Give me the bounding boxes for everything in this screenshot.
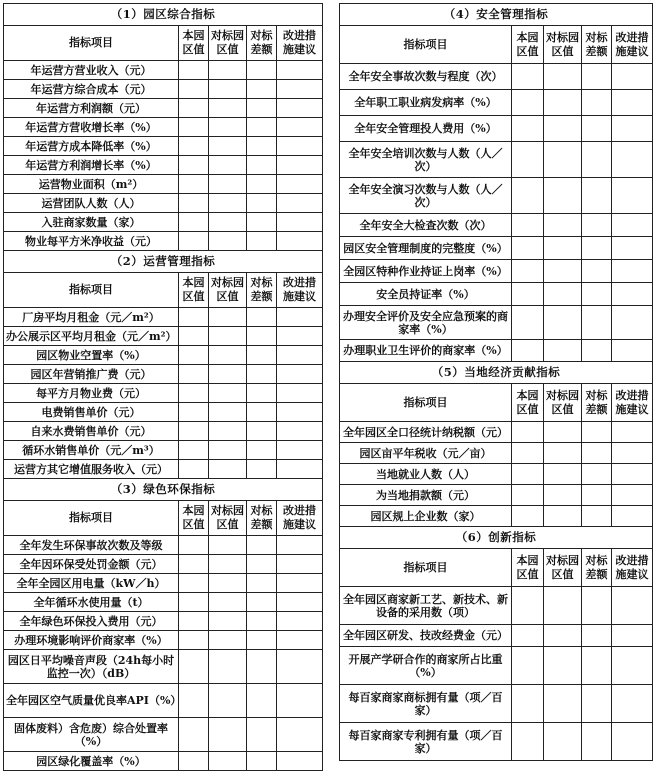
gap-cell[interactable] <box>582 647 612 685</box>
improve-cell[interactable] <box>277 441 323 460</box>
row-label: 入驻商家数量（家） <box>4 213 179 232</box>
row-label: 全园区特种作业持证上岗率（%） <box>340 260 512 283</box>
park-value-header: 本园 区值 <box>512 26 544 64</box>
row-label: 厂房平均月租金（元／m²） <box>4 308 179 327</box>
improve-header: 改进措 施建议 <box>277 26 323 61</box>
improve-cell[interactable] <box>612 283 653 306</box>
improve-header: 改进措 施建议 <box>612 384 653 422</box>
improve-cell[interactable] <box>277 536 323 555</box>
park-value-cell[interactable] <box>179 555 209 574</box>
park-value-cell[interactable] <box>179 650 209 684</box>
benchmark-cell[interactable] <box>209 346 247 365</box>
improve-cell[interactable] <box>277 612 323 631</box>
park-value-cell[interactable] <box>179 213 209 232</box>
row-label: 全年园区研发、技改经费金（元） <box>340 625 512 647</box>
park-value-cell[interactable] <box>179 612 209 631</box>
gap-header: 对标 差额 <box>247 273 277 308</box>
row-label: 每百家商家商标拥有量（项／百家） <box>340 685 512 723</box>
improve-cell[interactable] <box>277 684 323 718</box>
improve-cell[interactable] <box>612 178 653 214</box>
gap-cell[interactable] <box>582 90 612 116</box>
gap-cell[interactable] <box>247 403 277 422</box>
gap-header: 对标 差额 <box>582 384 612 422</box>
park-value-cell[interactable] <box>179 403 209 422</box>
benchmark-cell[interactable] <box>209 61 247 80</box>
benchmark-cell[interactable] <box>544 340 582 362</box>
improve-cell[interactable] <box>612 723 653 761</box>
benchmark-cell[interactable] <box>544 178 582 214</box>
benchmark-cell[interactable] <box>209 308 247 327</box>
section-5-title: （5）当地经济贡献指标 <box>340 362 653 384</box>
park-value-cell[interactable] <box>512 260 544 283</box>
row-label: 年运营方利润增长率（%） <box>4 156 179 175</box>
park-value-cell[interactable] <box>512 64 544 90</box>
park-value-header: 本园 区值 <box>179 273 209 308</box>
gap-cell[interactable] <box>247 175 277 194</box>
improve-cell[interactable] <box>612 506 653 527</box>
improve-cell[interactable] <box>277 80 323 99</box>
gap-cell[interactable] <box>582 283 612 306</box>
improve-cell[interactable] <box>277 118 323 137</box>
benchmark-cell[interactable] <box>209 555 247 574</box>
gap-header: 对标 差额 <box>582 26 612 64</box>
row-label: 办公展示区平均月租金（元／m²） <box>4 327 179 346</box>
benchmark-header: 对标园 区值 <box>544 26 582 64</box>
row-label: 自来水费销售单价（元） <box>4 422 179 441</box>
park-value-cell[interactable] <box>512 116 544 142</box>
gap-cell[interactable] <box>247 718 277 752</box>
indicator-header: 指标项目 <box>340 549 512 587</box>
row-label: 全年循环水使用量（t） <box>4 593 179 612</box>
benchmark-cell[interactable] <box>209 80 247 99</box>
section-3-title: （3）绿色环保指标 <box>4 479 323 501</box>
benchmark-cell[interactable] <box>544 64 582 90</box>
park-value-cell[interactable] <box>512 214 544 237</box>
gap-cell[interactable] <box>247 365 277 384</box>
park-value-cell[interactable] <box>512 422 544 443</box>
benchmark-cell[interactable] <box>544 306 582 340</box>
row-label: 年运营方营业收入（元） <box>4 61 179 80</box>
improve-header: 改进措 施建议 <box>612 549 653 587</box>
gap-cell[interactable] <box>247 460 277 479</box>
row-label: 年运营方综合成本（元） <box>4 80 179 99</box>
gap-cell[interactable] <box>247 752 277 771</box>
improve-cell[interactable] <box>612 116 653 142</box>
benchmark-cell[interactable] <box>209 213 247 232</box>
row-label: 全年安全事故次数与程度（次） <box>340 64 512 90</box>
benchmark-header: 对标园 区值 <box>209 26 247 61</box>
benchmark-cell[interactable] <box>209 403 247 422</box>
gap-cell[interactable] <box>247 156 277 175</box>
benchmark-cell[interactable] <box>544 685 582 723</box>
improve-cell[interactable] <box>277 61 323 80</box>
improve-cell[interactable] <box>612 340 653 362</box>
row-label: 园区年营销推广费（元） <box>4 365 179 384</box>
park-value-cell[interactable] <box>179 752 209 771</box>
benchmark-cell[interactable] <box>544 723 582 761</box>
gap-cell[interactable] <box>247 612 277 631</box>
benchmark-cell[interactable] <box>209 175 247 194</box>
improve-cell[interactable] <box>277 718 323 752</box>
park-value-cell[interactable] <box>179 422 209 441</box>
park-value-cell[interactable] <box>512 443 544 464</box>
park-value-cell[interactable] <box>512 464 544 485</box>
row-label: 全年园区全口径统计纳税额（元） <box>340 422 512 443</box>
row-label: 全年因环保受处罚金额（元） <box>4 555 179 574</box>
benchmark-cell[interactable] <box>544 625 582 647</box>
park-value-cell[interactable] <box>179 384 209 403</box>
row-label: 开展产学研合作的商家所占比重（%） <box>340 647 512 685</box>
park-value-cell[interactable] <box>179 365 209 384</box>
improve-cell[interactable] <box>612 464 653 485</box>
park-value-cell[interactable] <box>512 485 544 506</box>
park-value-cell[interactable] <box>512 237 544 260</box>
improve-cell[interactable] <box>277 752 323 771</box>
park-value-cell[interactable] <box>179 156 209 175</box>
row-label: 办理安全评价及安全应急预案的商家率（%） <box>340 306 512 340</box>
improve-cell[interactable] <box>612 90 653 116</box>
indicator-header: 指标项目 <box>4 501 179 536</box>
park-value-cell[interactable] <box>179 346 209 365</box>
improve-cell[interactable] <box>277 308 323 327</box>
row-label: 全年职工职业病发病率（%） <box>340 90 512 116</box>
benchmark-cell[interactable] <box>544 443 582 464</box>
improve-cell[interactable] <box>612 587 653 625</box>
gap-cell[interactable] <box>582 64 612 90</box>
improve-cell[interactable] <box>277 403 323 422</box>
improve-cell[interactable] <box>277 555 323 574</box>
park-value-cell[interactable] <box>179 308 209 327</box>
gap-cell[interactable] <box>247 346 277 365</box>
gap-cell[interactable] <box>247 536 277 555</box>
improve-cell[interactable] <box>612 260 653 283</box>
benchmark-cell[interactable] <box>209 156 247 175</box>
park-value-cell[interactable] <box>512 587 544 625</box>
section-4-title: （4）安全管理指标 <box>340 4 653 26</box>
gap-cell[interactable] <box>582 260 612 283</box>
row-label: 运营团队人数（人） <box>4 194 179 213</box>
benchmark-cell[interactable] <box>209 574 247 593</box>
benchmark-header: 对标园 区值 <box>209 273 247 308</box>
gap-cell[interactable] <box>247 61 277 80</box>
row-label: 园区物业空置率（%） <box>4 346 179 365</box>
improve-cell[interactable] <box>612 647 653 685</box>
improve-cell[interactable] <box>612 306 653 340</box>
row-label: 全年绿色环保投入费用（元） <box>4 612 179 631</box>
gap-cell[interactable] <box>582 422 612 443</box>
row-label: 全年安全演习次数与人数（人／次） <box>340 178 512 214</box>
benchmark-cell[interactable] <box>544 90 582 116</box>
improve-cell[interactable] <box>277 232 323 251</box>
gap-cell[interactable] <box>582 723 612 761</box>
improve-cell[interactable] <box>612 142 653 178</box>
gap-cell[interactable] <box>247 650 277 684</box>
indicator-tables-page <box>3 3 653 773</box>
park-value-cell[interactable] <box>179 536 209 555</box>
park-value-cell[interactable] <box>512 506 544 527</box>
benchmark-cell[interactable] <box>209 460 247 479</box>
improve-header: 改进措 施建议 <box>612 26 653 64</box>
row-label: 每百家商家专利拥有量（项／百家） <box>340 723 512 761</box>
row-label: 全年全园区用电量（kW／h） <box>4 574 179 593</box>
indicator-header: 指标项目 <box>4 26 179 61</box>
park-value-cell[interactable] <box>512 90 544 116</box>
indicator-header: 指标项目 <box>340 26 512 64</box>
gap-cell[interactable] <box>582 587 612 625</box>
park-value-cell[interactable] <box>179 441 209 460</box>
row-label: 全年安全管理投人费用（%） <box>340 116 512 142</box>
row-label: 园区亩平年税收（元／亩） <box>340 443 512 464</box>
benchmark-cell[interactable] <box>544 283 582 306</box>
gap-cell[interactable] <box>247 194 277 213</box>
gap-cell[interactable] <box>582 443 612 464</box>
gap-cell[interactable] <box>247 308 277 327</box>
improve-cell[interactable] <box>612 214 653 237</box>
park-value-cell[interactable] <box>179 194 209 213</box>
row-label: 物业每平方米净收益（元） <box>4 232 179 251</box>
left-column <box>3 3 323 771</box>
benchmark-cell[interactable] <box>544 506 582 527</box>
section-6-title: （6）创新指标 <box>340 527 653 549</box>
improve-cell[interactable] <box>612 485 653 506</box>
benchmark-cell[interactable] <box>209 232 247 251</box>
row-label: 园区绿化覆盖率（%） <box>4 752 179 771</box>
gap-cell[interactable] <box>247 118 277 137</box>
gap-cell[interactable] <box>247 422 277 441</box>
improve-cell[interactable] <box>612 422 653 443</box>
gap-cell[interactable] <box>247 384 277 403</box>
park-value-cell[interactable] <box>512 625 544 647</box>
gap-cell[interactable] <box>582 506 612 527</box>
improve-cell[interactable] <box>277 327 323 346</box>
row-label: 全年安全大检查次数（次） <box>340 214 512 237</box>
row-label: 当地就业人数（人） <box>340 464 512 485</box>
park-value-cell[interactable] <box>179 631 209 650</box>
row-label: 全年园区空气质量优良率API（%） <box>4 684 179 718</box>
improve-cell[interactable] <box>277 384 323 403</box>
park-value-cell[interactable] <box>512 723 544 761</box>
improve-cell[interactable] <box>277 213 323 232</box>
row-label: 全年安全培训次数与人数（人／次） <box>340 142 512 178</box>
park-value-cell[interactable] <box>179 327 209 346</box>
gap-cell[interactable] <box>582 237 612 260</box>
row-label: 园区规上企业数（家） <box>340 506 512 527</box>
benchmark-cell[interactable] <box>544 587 582 625</box>
improve-cell[interactable] <box>277 346 323 365</box>
gap-cell[interactable] <box>247 232 277 251</box>
gap-cell[interactable] <box>247 684 277 718</box>
benchmark-header: 对标园 区值 <box>544 384 582 422</box>
section-2-title: （2）运营管理指标 <box>4 251 323 273</box>
improve-cell[interactable] <box>277 156 323 175</box>
row-label: 全年园区商家新工艺、新技术、新设备的采用数（项） <box>340 587 512 625</box>
gap-cell[interactable] <box>582 306 612 340</box>
gap-cell[interactable] <box>247 441 277 460</box>
row-label: 办理环境影响评价商家率（%） <box>4 631 179 650</box>
gap-cell[interactable] <box>582 214 612 237</box>
park-value-cell[interactable] <box>179 61 209 80</box>
benchmark-cell[interactable] <box>544 647 582 685</box>
benchmark-cell[interactable] <box>209 137 247 156</box>
improve-cell[interactable] <box>612 625 653 647</box>
benchmark-cell[interactable] <box>209 593 247 612</box>
benchmark-header: 对标园 区值 <box>544 549 582 587</box>
gap-header: 对标 差额 <box>247 26 277 61</box>
row-label: 全年发生环保事故次数及等级 <box>4 536 179 555</box>
row-label: 运营物业面积（m²） <box>4 175 179 194</box>
gap-header: 对标 差额 <box>582 549 612 587</box>
park-value-cell[interactable] <box>179 232 209 251</box>
right-column <box>339 3 653 761</box>
benchmark-cell[interactable] <box>209 536 247 555</box>
benchmark-cell[interactable] <box>544 116 582 142</box>
benchmark-cell[interactable] <box>544 485 582 506</box>
row-label: 每平方月物业费（元） <box>4 384 179 403</box>
park-value-cell[interactable] <box>179 718 209 752</box>
park-value-cell[interactable] <box>512 306 544 340</box>
park-value-cell[interactable] <box>179 99 209 118</box>
benchmark-cell[interactable] <box>209 365 247 384</box>
row-label: 为当地捐款额（元） <box>340 485 512 506</box>
gap-cell[interactable] <box>582 142 612 178</box>
park-value-cell[interactable] <box>512 142 544 178</box>
section-1-title: （1）园区综合指标 <box>4 4 323 26</box>
gap-cell[interactable] <box>247 137 277 156</box>
gap-cell[interactable] <box>582 485 612 506</box>
gap-cell[interactable] <box>247 555 277 574</box>
gap-cell[interactable] <box>247 99 277 118</box>
indicator-header: 指标项目 <box>340 384 512 422</box>
gap-cell[interactable] <box>582 116 612 142</box>
park-value-cell[interactable] <box>512 178 544 214</box>
benchmark-cell[interactable] <box>209 118 247 137</box>
benchmark-cell[interactable] <box>209 422 247 441</box>
section-4-table <box>339 3 653 761</box>
benchmark-cell[interactable] <box>544 260 582 283</box>
row-label: 固体废料）含危废）综合处置率（%） <box>4 718 179 752</box>
gap-cell[interactable] <box>582 625 612 647</box>
gap-cell[interactable] <box>247 80 277 99</box>
improve-cell[interactable] <box>612 237 653 260</box>
benchmark-cell[interactable] <box>209 612 247 631</box>
improve-cell[interactable] <box>277 422 323 441</box>
park-value-cell[interactable] <box>179 175 209 194</box>
park-value-cell[interactable] <box>512 647 544 685</box>
improve-cell[interactable] <box>277 194 323 213</box>
benchmark-cell[interactable] <box>209 650 247 684</box>
row-label: 园区日平均噪音声段（24h每小时监控一次）（dB） <box>4 650 179 684</box>
park-value-header: 本园 区值 <box>179 26 209 61</box>
gap-cell[interactable] <box>582 340 612 362</box>
park-value-cell[interactable] <box>179 80 209 99</box>
improve-cell[interactable] <box>612 685 653 723</box>
row-label: 年运营方成本降低率（%） <box>4 137 179 156</box>
section-1-table <box>3 3 323 771</box>
improve-header: 改进措 施建议 <box>277 501 323 536</box>
row-label: 循环水销售单价（元／m³） <box>4 441 179 460</box>
improve-cell[interactable] <box>277 175 323 194</box>
park-value-cell[interactable] <box>179 137 209 156</box>
benchmark-cell[interactable] <box>544 422 582 443</box>
row-label: 年运营方利润额（元） <box>4 99 179 118</box>
improve-cell[interactable] <box>277 650 323 684</box>
improve-cell[interactable] <box>277 137 323 156</box>
benchmark-header: 对标园 区值 <box>209 501 247 536</box>
gap-cell[interactable] <box>247 631 277 650</box>
benchmark-cell[interactable] <box>544 237 582 260</box>
benchmark-cell[interactable] <box>544 214 582 237</box>
benchmark-cell[interactable] <box>209 631 247 650</box>
gap-cell[interactable] <box>582 178 612 214</box>
park-value-header: 本园 区值 <box>179 501 209 536</box>
park-value-cell[interactable] <box>179 593 209 612</box>
improve-cell[interactable] <box>277 460 323 479</box>
benchmark-cell[interactable] <box>209 99 247 118</box>
indicator-header: 指标项目 <box>4 273 179 308</box>
park-value-cell[interactable] <box>179 460 209 479</box>
improve-header: 改进措 施建议 <box>277 273 323 308</box>
gap-cell[interactable] <box>582 685 612 723</box>
park-value-header: 本园 区值 <box>512 384 544 422</box>
row-label: 安全员持证率（%） <box>340 283 512 306</box>
row-label: 年运营方营收增长率（%） <box>4 118 179 137</box>
benchmark-cell[interactable] <box>209 384 247 403</box>
improve-cell[interactable] <box>277 631 323 650</box>
gap-header: 对标 差额 <box>247 501 277 536</box>
improve-cell[interactable] <box>612 443 653 464</box>
gap-cell[interactable] <box>247 327 277 346</box>
park-value-header: 本园 区值 <box>512 549 544 587</box>
park-value-cell[interactable] <box>179 118 209 137</box>
improve-cell[interactable] <box>277 593 323 612</box>
row-label: 运营方其它增值服务收入（元） <box>4 460 179 479</box>
benchmark-cell[interactable] <box>209 684 247 718</box>
benchmark-cell[interactable] <box>209 718 247 752</box>
row-label: 办理职业卫生评价的商家率（%） <box>340 340 512 362</box>
improve-cell[interactable] <box>612 64 653 90</box>
benchmark-cell[interactable] <box>209 752 247 771</box>
benchmark-cell[interactable] <box>544 464 582 485</box>
benchmark-cell[interactable] <box>209 194 247 213</box>
park-value-cell[interactable] <box>179 684 209 718</box>
park-value-cell[interactable] <box>512 340 544 362</box>
park-value-cell[interactable] <box>179 574 209 593</box>
improve-cell[interactable] <box>277 99 323 118</box>
benchmark-cell[interactable] <box>209 441 247 460</box>
benchmark-cell[interactable] <box>544 142 582 178</box>
gap-cell[interactable] <box>582 464 612 485</box>
gap-cell[interactable] <box>247 593 277 612</box>
park-value-cell[interactable] <box>512 685 544 723</box>
row-label: 园区安全管理制度的完整度（%） <box>340 237 512 260</box>
row-label: 电费销售单价（元） <box>4 403 179 422</box>
improve-cell[interactable] <box>277 365 323 384</box>
benchmark-cell[interactable] <box>209 327 247 346</box>
gap-cell[interactable] <box>247 574 277 593</box>
gap-cell[interactable] <box>247 213 277 232</box>
park-value-cell[interactable] <box>512 283 544 306</box>
improve-cell[interactable] <box>277 574 323 593</box>
